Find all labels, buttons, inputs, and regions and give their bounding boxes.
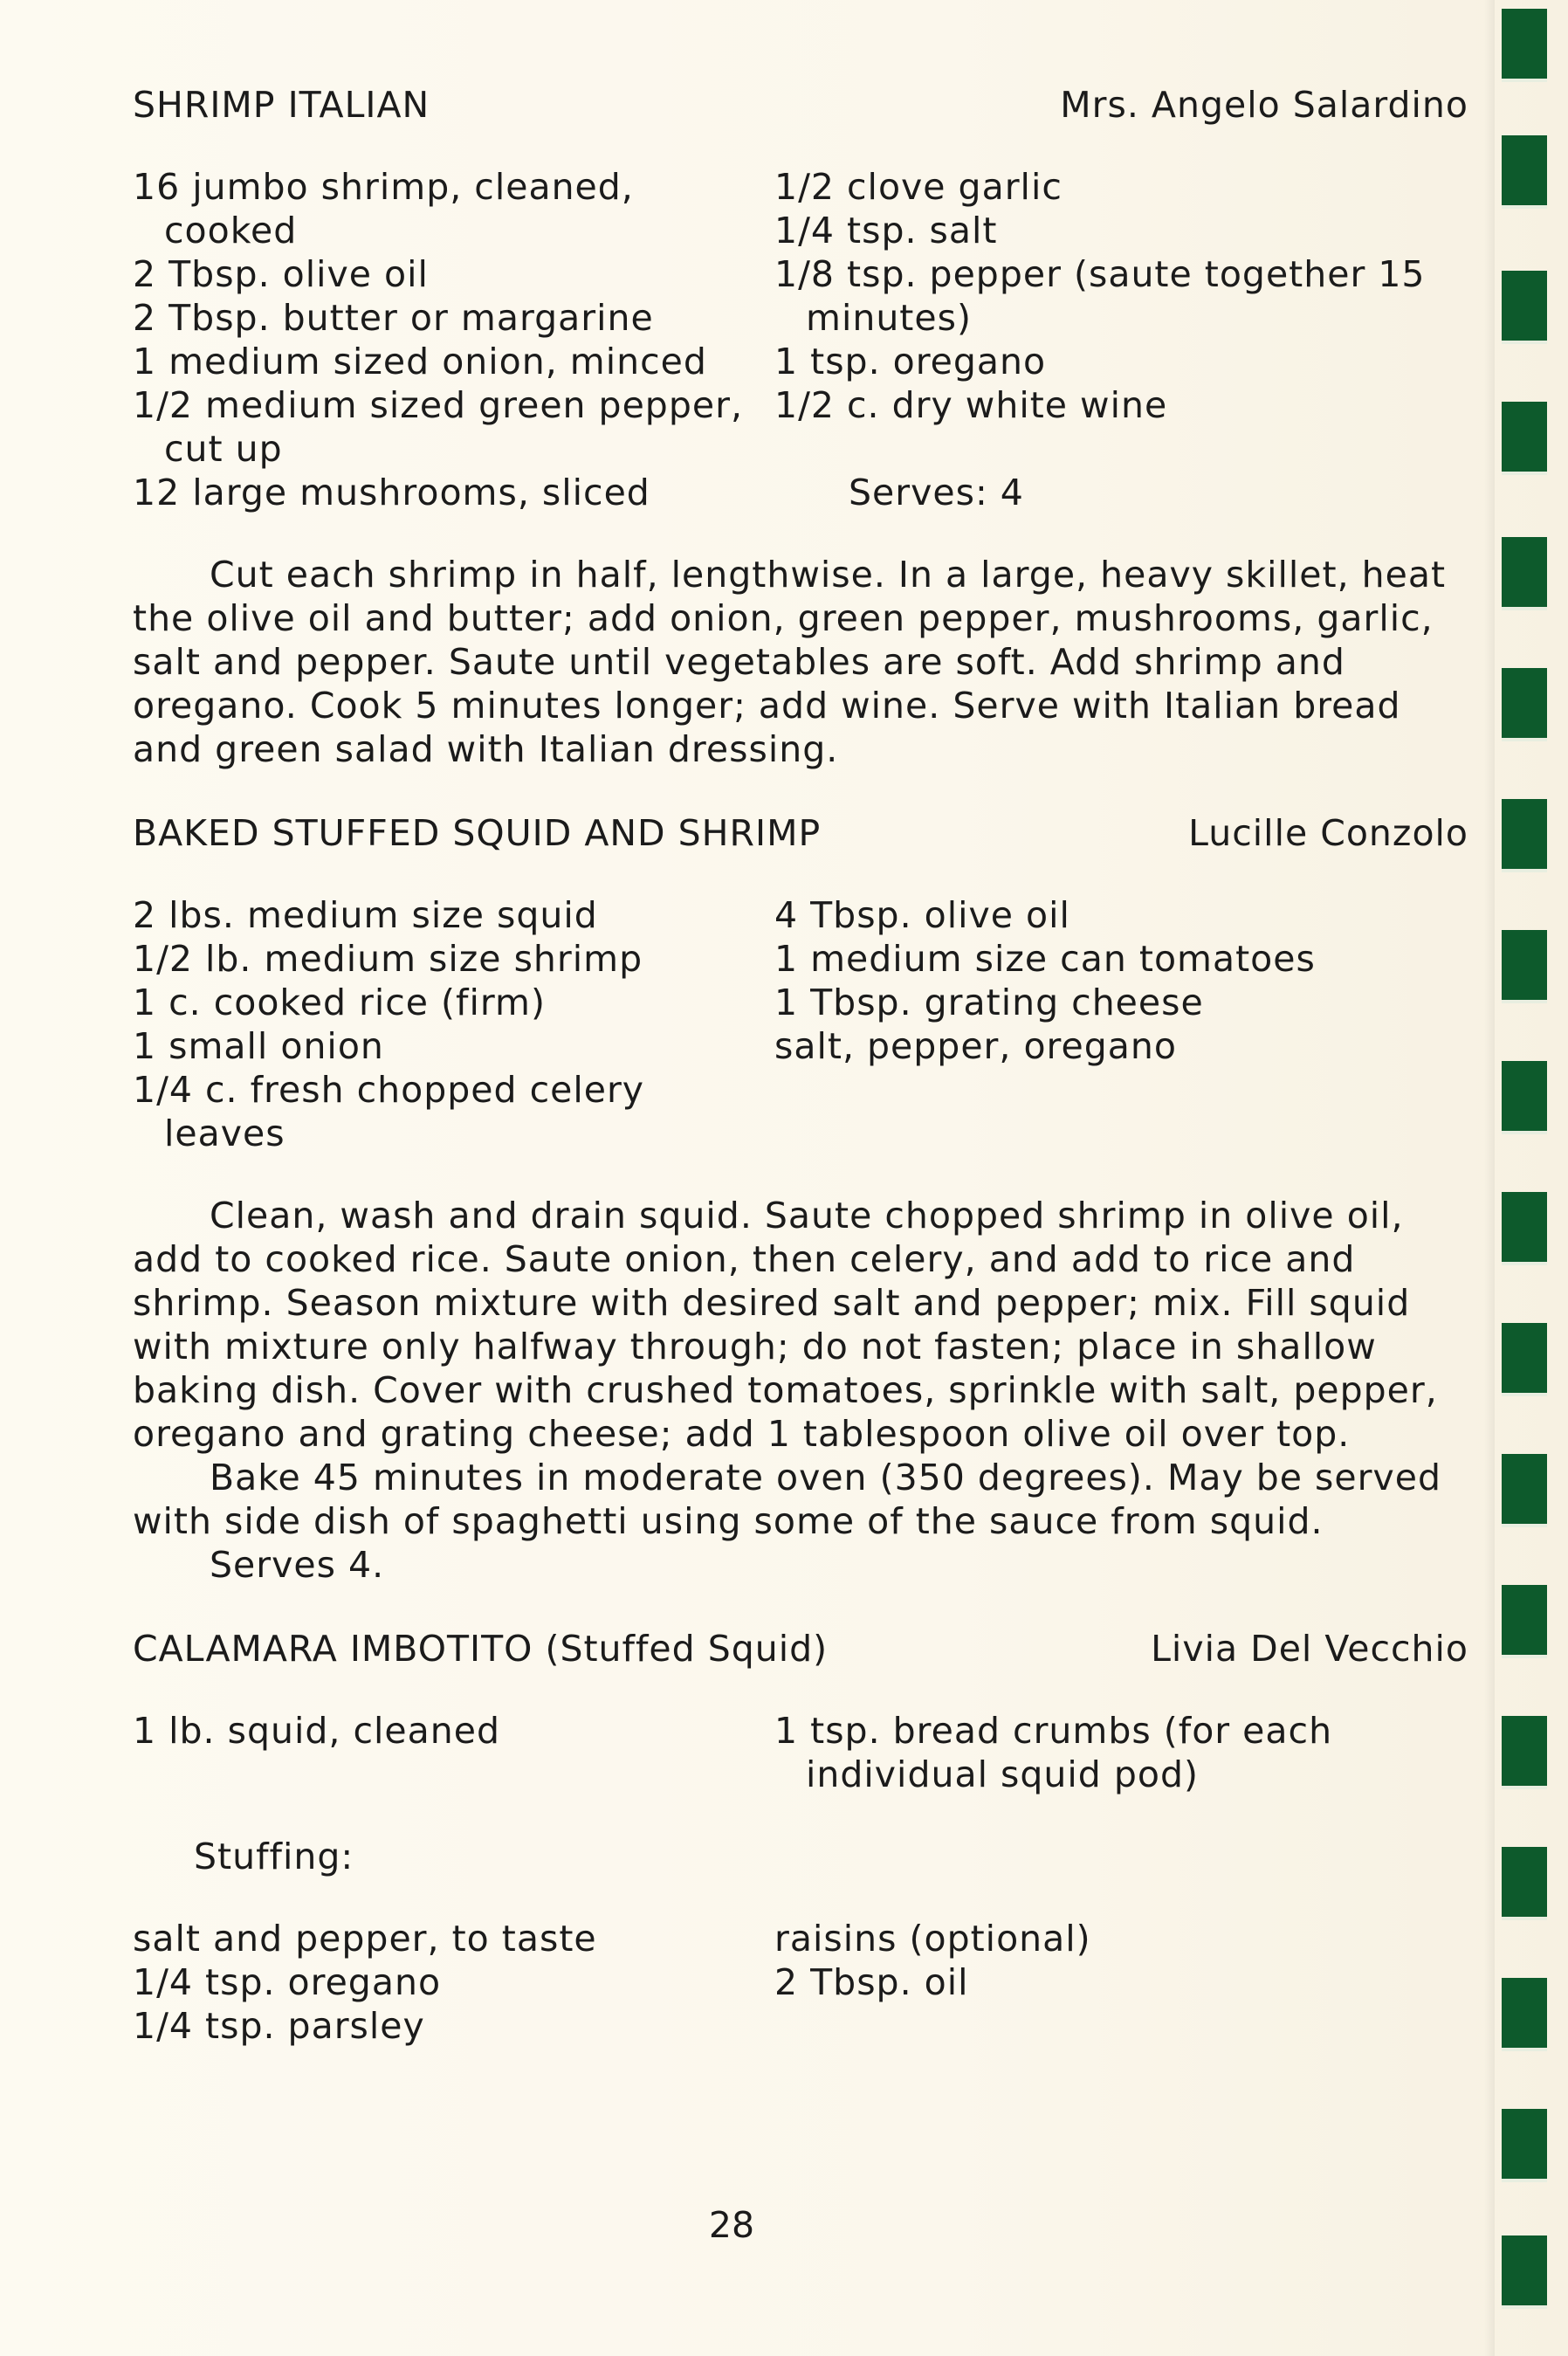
stuffing-label: Stuffing:: [194, 1836, 354, 1877]
ingredient-item: 1 tsp. bread crumbs (for each individual squid pod): [774, 1710, 1333, 1795]
ingredient-item: 1 tsp. oregano: [774, 341, 1047, 382]
ingredients-left: [133, 893, 774, 1155]
binding-tab: [1502, 1454, 1547, 1527]
page-number: 28: [708, 2204, 755, 2246]
recipe-header: [133, 1627, 1468, 1671]
ingredient-item: 16 jumbo shrimp, cleaned, cooked: [133, 166, 634, 251]
binding-tab: [1502, 1061, 1547, 1134]
ingredient-item: salt and pepper, to taste: [133, 1918, 597, 1960]
ingredient-item: 2 Tbsp. oil: [774, 1961, 969, 2003]
ingredient-item: 1 medium sized onion, minced: [133, 341, 707, 382]
ingredients-right: [774, 1709, 1464, 1796]
recipe-title: BAKED STUFFED SQUID AND SHRIMP: [133, 812, 822, 854]
ingredient-item: 1/2 clove garlic: [774, 166, 1063, 208]
ingredients-left: [133, 165, 774, 514]
binding-tab: [1502, 402, 1547, 475]
ingredient-item: 1/2 lb. medium size shrimp: [133, 938, 643, 980]
ingredient-item: 2 Tbsp. olive oil: [133, 253, 429, 295]
recipe-author: Mrs. Angelo Salardino: [1060, 84, 1468, 126]
directions-paragraph: Cut each shrimp in half, lengthwise. In a large, heavy skillet, heat the olive oil and butter; add onion, green pepper, mushrooms, garlic, salt and pepper. Saute until vegetables are soft. Add shrimp and oregano. Cook 5 minutes longer; add wine. Serve with Italian bread and green salad with Italian dressing.: [133, 554, 1447, 770]
binding-tab: [1502, 1716, 1547, 1789]
ingredient-item: salt, pepper, oregano: [774, 1025, 1177, 1067]
recipe-header: [133, 811, 1468, 855]
recipe-shrimp-italian: [133, 83, 1468, 771]
ingredient-item: 1/2 medium sized green pepper, cut up: [133, 384, 743, 470]
ingredient-item: 2 Tbsp. butter or margarine: [133, 297, 654, 339]
ingredients-right: [774, 893, 1464, 1155]
ingredient-columns: [133, 893, 1468, 1155]
binding-tab: [1502, 1192, 1547, 1265]
ingredient-item: 12 large mushrooms, sliced: [133, 472, 650, 513]
ingredient-item: 1/4 c. fresh chopped celery leaves: [133, 1069, 645, 1154]
binding-tab: [1502, 1978, 1547, 2051]
recipe-header: [133, 83, 1468, 127]
binding-tab: [1502, 668, 1547, 741]
ingredient-columns: [133, 1709, 1468, 1796]
ingredients-left: [133, 1709, 774, 1796]
recipe-calamara-imbotito: [133, 1627, 1468, 2048]
serves-note: Serves 4.: [210, 1544, 385, 1586]
directions-paragraph: Bake 45 minutes in moderate oven (350 degrees). May be served with side dish of spaghetti using some of the sauce from squid.: [133, 1457, 1441, 1542]
ingredient-item: 1/4 tsp. salt: [774, 210, 998, 251]
page-content: [133, 83, 1468, 2048]
ingredient-item: 1 Tbsp. grating cheese: [774, 982, 1204, 1023]
ingredient-item: 1/4 tsp. parsley: [133, 2005, 425, 2047]
ingredient-item: 2 lbs. medium size squid: [133, 894, 598, 936]
binding-tab: [1502, 271, 1547, 344]
ingredient-item: 1 small onion: [133, 1025, 384, 1067]
ingredient-item: 1 c. cooked rice (firm): [133, 982, 546, 1023]
ingredient-item: 1 lb. squid, cleaned: [133, 1710, 500, 1752]
ingredient-item: 4 Tbsp. olive oil: [774, 894, 1070, 936]
ingredient-item: 1 medium size can tomatoes: [774, 938, 1316, 980]
stuffing-right: [774, 1917, 1464, 2048]
stuffing-columns: [133, 1917, 1468, 2048]
ingredient-item: 1/2 c. dry white wine: [774, 384, 1168, 426]
spiral-binding: [1495, 0, 1568, 2356]
binding-tab: [1502, 537, 1547, 610]
ingredients-right: [774, 165, 1464, 514]
binding-tab: [1502, 2235, 1547, 2309]
binding-tab: [1502, 1585, 1547, 1658]
ingredient-item: raisins (optional): [774, 1918, 1091, 1960]
ingredient-item: 1/4 tsp. oregano: [133, 1961, 442, 2003]
recipe-baked-stuffed-squid: [133, 811, 1468, 1587]
stuffing-left: [133, 1917, 774, 2048]
binding-tab: [1502, 799, 1547, 872]
binding-tab: [1502, 1847, 1547, 1920]
ingredient-item: 1/8 tsp. pepper (saute together 15 minutes): [774, 253, 1426, 339]
ingredient-columns: [133, 165, 1468, 514]
binding-tab: [1502, 1323, 1547, 1396]
directions-paragraph: Clean, wash and drain squid. Saute chopped shrimp in olive oil, add to cooked rice. Saute onion, then celery, and add to rice and shrimp. Season mixture with desired salt and pepper; mix. Fill squid with mixture only halfway through; do not fasten; place in shallow baking dish. Cover with crushed tomatoes, sprinkle with salt, pepper, oregano and grating cheese; add 1 tablespoon olive oil over top.: [133, 1195, 1438, 1455]
recipe-author: Livia Del Vecchio: [1151, 1628, 1468, 1670]
binding-tab: [1502, 9, 1547, 82]
binding-tab: [1502, 930, 1547, 1003]
recipe-author: Lucille Conzolo: [1188, 812, 1468, 854]
binding-tab: [1502, 135, 1547, 209]
binding-tab: [1502, 2109, 1547, 2182]
recipe-title: CALAMARA IMBOTITO (Stuffed Squid): [133, 1628, 829, 1670]
page-edge-shadow: [1484, 0, 1495, 2356]
serves-note: Serves: 4: [849, 472, 1024, 513]
recipe-title: SHRIMP ITALIAN: [133, 84, 430, 126]
